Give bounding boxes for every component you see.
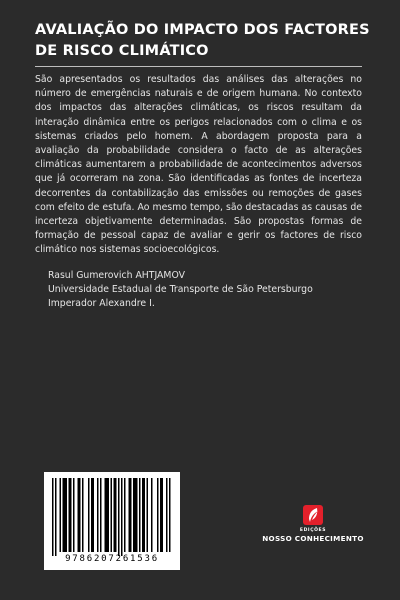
author-name: Rasul Gumerovich AHTJAMOV [48,270,185,281]
book-title [35,20,375,62]
title-line-1: AVALIAÇÃO DO IMPACTO DOS FACTORES [35,22,370,38]
isbn-barcode [44,472,180,570]
quill-icon [303,505,323,525]
title-line-2: DE RISCO CLIMÁTICO [35,43,209,59]
abstract-text: São apresentados os resultados das análises das alterações no número de emergências naturais e de origem humana. No contexto dos impactos das alterações climáticas, os riscos resultam da interação dinâmica entre os perigos relacionados com o clima e os sistemas criados pelo homem. A abordagem proposta para a avaliação da probabilidade considera o facto de as alterações climáticas aumentarem a probabilidade de acontecimentos adversos que já ocorreram na zona. São identificadas as fontes de incerteza decorrentes da contabilização das emissões ou remoções de gases com efeito de estufa. Ao mesmo tempo, são destacadas as causas de incerteza objetivamente determinadas. São propostas formas de formação de pessoal capaz de avaliar e gerir os factores de risco climático nos sistemas socioecológicos. [35,74,362,256]
author-affiliation: Universidade Estadual de Transporte de São Petersburgo [48,284,313,296]
publisher-logo-block [258,505,368,543]
title-divider [35,66,362,67]
author-affiliation-2: Imperador Alexandre I. [48,298,155,310]
author-block [48,269,368,312]
publisher-label: EDIÇÕES [299,528,327,533]
publisher-name: NOSSO CONHECIMENTO [262,534,364,543]
barcode-bars [44,472,180,558]
isbn-number: 9786207261536 [65,554,159,564]
